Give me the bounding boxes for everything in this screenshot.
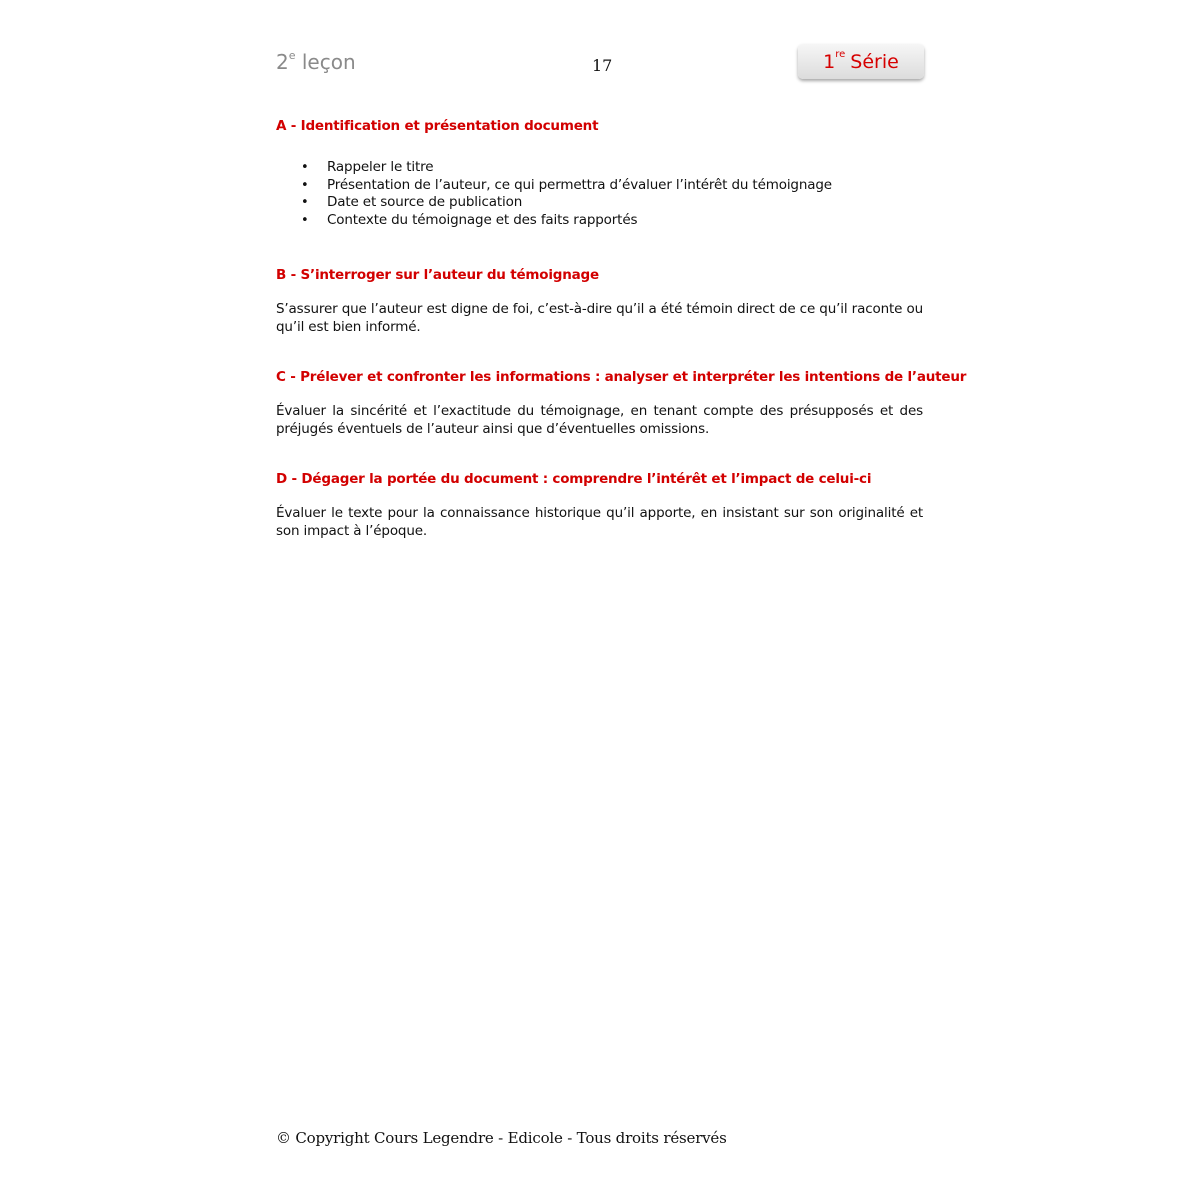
bullet-icon: • (301, 212, 309, 228)
bullet-icon: • (301, 195, 309, 210)
list-item-text: Présentation de l’auteur, ce qui permettra d’évaluer l’intérêt du témoignage (327, 176, 832, 193)
section-c-title: C - Prélever et confronter les informations : analyser et interpréter les intentions de l’auteur (276, 369, 967, 385)
section-b-text: S’assurer que l’auteur est digne de foi, c’est-à-dire qu’il a été témoin direct de ce qu’il raconte ou qu’il est bien informé. (276, 301, 923, 335)
section-c-text: Évaluer la sincérité et l’exactitude du témoignage, en tenant compte des présupposés et des préjugés éventuels de l’auteur ainsi que d’éventuelles omissions. (276, 403, 923, 437)
bullet-icon: • (301, 177, 309, 193)
series-superscript: re (835, 49, 846, 60)
list-item-text: Rappeler le titre (327, 159, 434, 175)
list-item (276, 194, 923, 212)
bullet-icon: • (301, 160, 309, 175)
section-a-title: A - Identification et présentation document (276, 118, 599, 134)
lesson-number: 2 (276, 50, 289, 74)
section-a-list (276, 159, 923, 229)
section-d-title: D - Dégager la portée du document : comprendre l’intérêt et l’impact de celui-ci (276, 471, 872, 487)
copyright-footer: © Copyright Cours Legendre - Edicole - Tous droits réservés (276, 1129, 727, 1147)
list-item-text: Contexte du témoignage et des faits rapportés (327, 211, 638, 228)
series-badge (798, 44, 924, 79)
list-item (276, 212, 923, 230)
section-d-text: Évaluer le texte pour la connaissance historique qu’il apporte, en insistant sur son originalité et son impact à l’époque. (276, 505, 923, 539)
lesson-label (276, 50, 356, 74)
list-item (276, 177, 923, 195)
series-word: Série (850, 50, 899, 73)
section-b-title: B - S’interroger sur l’auteur du témoignage (276, 267, 599, 283)
series-number: 1 (823, 50, 836, 73)
list-item (276, 159, 923, 177)
lesson-superscript: e (288, 49, 296, 63)
lesson-word: leçon (301, 50, 356, 74)
list-item-text: Date et source de publication (327, 194, 523, 210)
document-body (276, 118, 967, 540)
page-number: 17 (592, 56, 613, 75)
